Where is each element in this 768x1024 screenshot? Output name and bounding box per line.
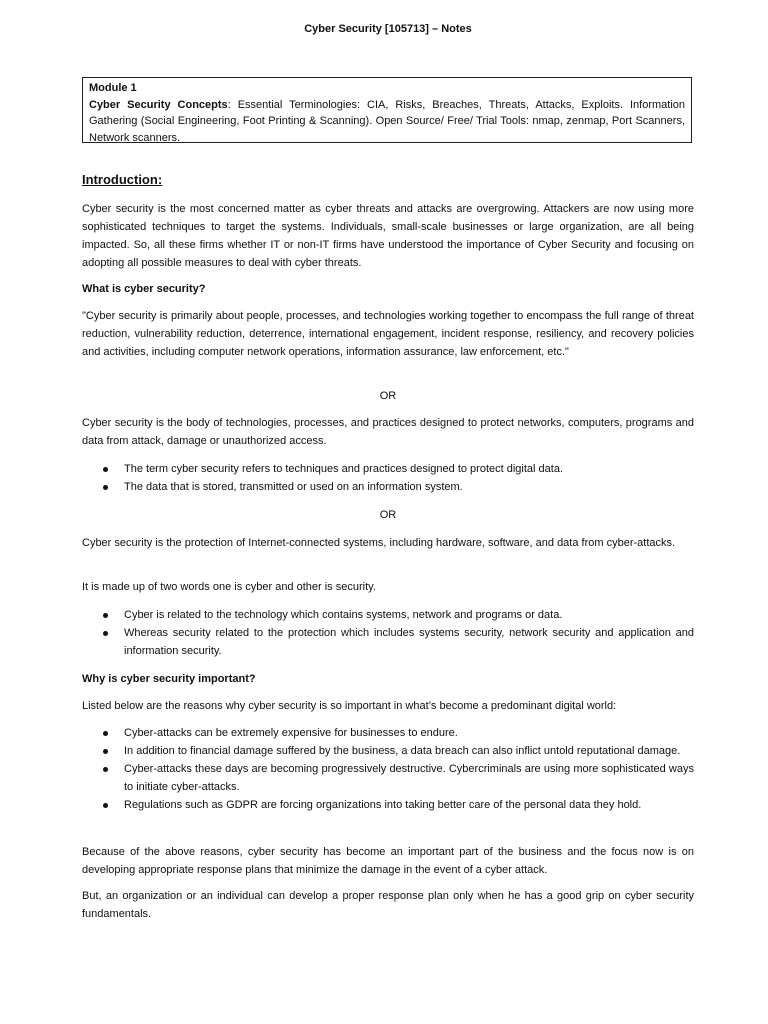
bullet-list-3 — [82, 724, 694, 814]
module-description — [89, 97, 685, 147]
bullet-icon — [103, 467, 108, 472]
list-item: Whereas security related to the protection which includes systems security, network security and application and information security. — [82, 624, 694, 660]
bullet-list-1 — [82, 460, 694, 496]
or-separator-1: OR — [379, 390, 397, 402]
module-summary-box — [82, 77, 692, 143]
definition-quote: "Cyber security is primarily about people, processes, and technologies working together to encompass the full range of threat reduction, vulnerability reduction, deterrence, international engagement, incident response, resiliency, and recovery policies and activities, including computer network operations, information assurance, law enforcement, etc." — [82, 310, 694, 358]
bullet-icon — [103, 767, 108, 772]
bullet-icon — [103, 731, 108, 736]
list-item: In addition to financial damage suffered by the business, a data breach can also inflict untold reputational damage. — [82, 742, 694, 760]
concepts-label: Cyber Security Concepts — [89, 98, 228, 111]
introduction-heading: Introduction: — [82, 172, 163, 187]
bullet-list-2 — [82, 606, 694, 660]
what-heading: What is cyber security? — [82, 283, 206, 295]
definition-2: Cyber security is the body of technologies, processes, and practices designed to protect networks, computers, programs and data from attack, damage or unauthorized access. — [82, 417, 694, 447]
response-plan-paragraph: But, an organization or an individual can develop a proper response plan only when he has a good grip on cyber security fundamentals. — [82, 890, 694, 920]
list-item: Cyber-attacks can be extremely expensive for businesses to endure. — [82, 724, 694, 742]
list-item: Cyber-attacks these days are becoming progressively destructive. Cybercriminals are using more sophisticated ways to initiate cyber-attacks. — [82, 760, 694, 796]
bullet-icon — [103, 485, 108, 490]
list-item: Cyber is related to the technology which contains systems, network and programs or data. — [82, 606, 694, 624]
module-label: Module 1 — [89, 82, 137, 94]
bullet-icon — [103, 613, 108, 618]
why-heading: Why is cyber security important? — [82, 673, 256, 685]
document-title: Cyber Security [105713] – Notes — [304, 23, 472, 35]
bullet-icon — [103, 803, 108, 808]
list-item: The data that is stored, transmitted or used on an information system. — [82, 478, 694, 496]
list-item: The term cyber security refers to techniques and practices designed to protect digital data. — [82, 460, 694, 478]
bullet-icon — [103, 631, 108, 636]
intro-paragraph: Cyber security is the most concerned matter as cyber threats and attacks are overgrowing. Attackers are now using more sophisticated techniques to target the systems. Individuals, small-scale businesses or large organization, are all being impacted. So, all these firms whether IT or non-IT firms have understood the importance of Cyber Security and focusing on adopting all possible measures to deal with cyber threats. — [82, 203, 694, 269]
list-item: Regulations such as GDPR are forcing organizations into taking better care of the personal data they hold. — [82, 796, 694, 814]
why-intro: Listed below are the reasons why cyber security is so important in what’s become a predominant digital world: — [82, 700, 617, 712]
bullet-icon — [103, 749, 108, 754]
definition-3: Cyber security is the protection of Internet-connected systems, including hardware, software, and data from cyber-attacks. — [82, 537, 676, 549]
two-words-paragraph: It is made up of two words one is cyber and other is security. — [82, 581, 376, 593]
concepts-text: : Essential Terminologies: CIA, Risks, Breaches, Threats, Attacks, Exploits. Information Gathering (Social Engineering, Foot Printing & Scanning). Open Source/ Free/ Trial Tools: nmap, zenmap, Port Scanners, Network scanners. — [89, 98, 686, 144]
because-paragraph: Because of the above reasons, cyber security has become an important part of the business and the focus now is on developing appropriate response plans that minimize the damage in the event of a cyber attack. — [82, 846, 694, 876]
or-separator-2: OR — [379, 509, 397, 521]
